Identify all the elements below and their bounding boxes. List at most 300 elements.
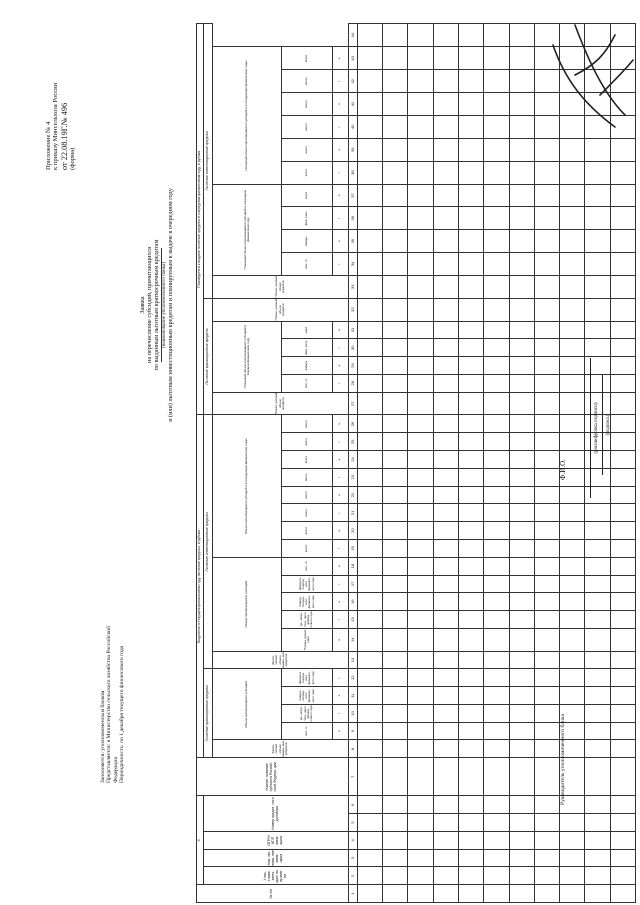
table-cell <box>610 392 635 415</box>
table-cell <box>534 275 559 298</box>
table-cell <box>433 138 458 161</box>
table-cell <box>534 230 559 253</box>
column-number: 1 <box>348 885 357 903</box>
table-cell <box>383 651 408 669</box>
table-cell <box>509 275 534 298</box>
table-cell <box>408 24 433 47</box>
table-cell <box>534 611 559 629</box>
table-cell <box>509 504 534 522</box>
column-number: 29 <box>348 357 357 375</box>
table-cell <box>433 415 458 433</box>
table-cell <box>408 321 433 339</box>
table-cell <box>509 831 534 849</box>
table-cell <box>383 831 408 849</box>
table-cell <box>610 504 635 522</box>
table-cell <box>383 722 408 740</box>
column-number: 27 <box>348 392 357 415</box>
sub-header-cell: февраль очеред- ного финансо- вого года <box>282 669 333 687</box>
table-cell <box>383 339 408 357</box>
table-cell <box>433 298 458 321</box>
table-cell <box>383 758 408 796</box>
table-cell <box>509 486 534 504</box>
table-cell <box>534 298 559 321</box>
table-cell <box>534 687 559 705</box>
table-cell <box>484 70 509 93</box>
table-cell <box>433 93 458 116</box>
table-cell <box>509 451 534 469</box>
table-row <box>408 24 433 903</box>
table-cell <box>585 628 610 651</box>
table-cell <box>484 138 509 161</box>
table-cell <box>560 415 585 433</box>
table-cell <box>534 867 559 885</box>
table-cell <box>610 253 635 276</box>
header-group-short-2: Льготные краткосрочные кредиты <box>203 298 212 415</box>
table-cell <box>383 275 408 298</box>
table-cell <box>484 669 509 687</box>
table-cell <box>383 740 408 758</box>
table-cell <box>509 611 534 629</box>
table-cell <box>383 468 408 486</box>
table-cell <box>585 184 610 207</box>
table-cell <box>610 687 635 705</box>
header-group-invest: Льготные инвестиционные кредиты <box>203 415 212 669</box>
table-cell <box>534 207 559 230</box>
table-cell <box>408 138 433 161</box>
table-cell <box>433 849 458 867</box>
table-cell <box>357 796 382 814</box>
column-number: 18 <box>348 557 357 575</box>
table-cell <box>458 849 483 867</box>
column-number: 40 <box>348 116 357 139</box>
table-cell <box>484 275 509 298</box>
table-cell <box>610 339 635 357</box>
table-cell <box>357 704 382 722</box>
table-cell <box>484 722 509 740</box>
table-cell <box>357 230 382 253</box>
table-cell <box>408 116 433 139</box>
sub-header-cell: Преды- дущие годы <box>282 628 333 651</box>
table-cell <box>408 704 433 722</box>
table-cell <box>458 468 483 486</box>
table-cell <box>357 24 382 47</box>
table-cell <box>560 161 585 184</box>
table-cell <box>484 504 509 522</box>
table-cell <box>585 557 610 575</box>
table-cell <box>534 593 559 611</box>
table-cell <box>433 392 458 415</box>
table-cell <box>484 593 509 611</box>
year-cell: а <box>332 321 348 339</box>
table-cell <box>534 468 559 486</box>
table-cell <box>458 230 483 253</box>
table-cell <box>408 70 433 93</box>
table-cell <box>408 230 433 253</box>
appendix-line-1: Приложение № 4 <box>45 121 52 170</box>
table-cell <box>433 47 458 70</box>
table-cell <box>534 253 559 276</box>
table-cell <box>357 339 382 357</box>
table-cell <box>408 593 433 611</box>
table-cell <box>357 451 382 469</box>
year-cell: г. <box>332 504 348 522</box>
column-number: 44 <box>348 24 357 47</box>
table-cell <box>408 298 433 321</box>
table-cell <box>509 321 534 339</box>
fio-caption: (расшифровка подписи) <box>594 402 599 454</box>
table-cell <box>458 722 483 740</box>
table-row <box>610 24 635 903</box>
table-cell <box>458 486 483 504</box>
table-cell <box>383 357 408 375</box>
year-cell: г. <box>332 611 348 629</box>
table-cell <box>534 504 559 522</box>
table-cell <box>534 539 559 557</box>
table-cell <box>560 392 585 415</box>
table-cell <box>610 230 635 253</box>
table-cell <box>534 184 559 207</box>
table-cell <box>610 867 635 885</box>
table-cell <box>610 831 635 849</box>
table-cell <box>433 253 458 276</box>
table-cell <box>484 184 509 207</box>
column-number: 25 <box>348 433 357 451</box>
table-cell <box>484 522 509 540</box>
table-cell <box>509 593 534 611</box>
table-row <box>433 24 458 903</box>
table-cell <box>509 849 534 867</box>
year-cell: г. <box>332 253 348 276</box>
table-cell <box>357 522 382 540</box>
table-cell <box>357 116 382 139</box>
header-group-short: Льготные краткосрочные кредиты <box>203 669 212 758</box>
table-cell <box>357 486 382 504</box>
table-cell <box>433 814 458 832</box>
table-cell <box>357 504 382 522</box>
year-cell: а <box>332 357 348 375</box>
table-cell <box>509 539 534 557</box>
table-cell <box>610 557 635 575</box>
table-cell <box>534 161 559 184</box>
sub-header-cell: де- кабрь теку- щего финан- сового года <box>282 704 333 722</box>
table-cell <box>458 504 483 522</box>
year-cell: г. <box>332 704 348 722</box>
column-number: 13 <box>348 651 357 669</box>
table-cell <box>408 611 433 629</box>
table-cell <box>357 651 382 669</box>
column-number: 16 <box>348 593 357 611</box>
table-row <box>357 24 382 903</box>
year-cell: а <box>332 47 348 70</box>
table-cell <box>484 849 509 867</box>
table-cell <box>610 451 635 469</box>
table-cell <box>433 885 458 903</box>
table-cell <box>585 687 610 705</box>
table-cell <box>357 70 382 93</box>
table-cell <box>408 849 433 867</box>
table-cell <box>534 796 559 814</box>
table-cell <box>509 392 534 415</box>
table-cell <box>383 522 408 540</box>
header-inn: Учас- тники/ заем- щик/ по- лучате- ли <box>203 867 348 885</box>
column-number: 28 <box>348 374 357 392</box>
table-cell <box>383 433 408 451</box>
table-cell <box>433 758 458 796</box>
year-cell: г. <box>332 374 348 392</box>
table-cell <box>560 374 585 392</box>
table-cell <box>433 504 458 522</box>
table-cell <box>458 253 483 276</box>
table-cell <box>560 486 585 504</box>
year-cell: а <box>332 593 348 611</box>
table-cell <box>433 339 458 357</box>
table-cell <box>408 814 433 832</box>
table-cell <box>534 814 559 832</box>
table-cell <box>484 611 509 629</box>
table-cell <box>408 669 433 687</box>
header-subsidy-future: Объем причитающихся субсидий в последующих финансовых годах <box>213 415 282 557</box>
table-cell <box>357 593 382 611</box>
table-cell <box>585 207 610 230</box>
header-plan-volume: Плани- руемый объем кредитов <box>213 392 349 415</box>
table-cell <box>357 867 382 885</box>
table-cell <box>433 611 458 629</box>
table-cell <box>433 161 458 184</box>
table-cell <box>534 651 559 669</box>
column-number: 4 <box>348 831 357 849</box>
table-cell <box>357 357 382 375</box>
table-cell <box>408 184 433 207</box>
table-cell <box>357 758 382 796</box>
sub-header-cell: всего <box>282 504 333 522</box>
signature-line <box>602 375 603 475</box>
column-number: 35 <box>348 230 357 253</box>
table-cell <box>357 298 382 321</box>
table-cell <box>433 704 458 722</box>
header-ogrn: ОГРН/ КПП заем- щика <box>203 831 348 849</box>
column-number: 20 <box>348 522 357 540</box>
table-cell <box>357 885 382 903</box>
table-cell <box>383 867 408 885</box>
table-cell <box>357 138 382 161</box>
sub-header-cell: январь <box>282 230 333 253</box>
header-group-plan: Планируется к выдаче льготные кредиты в очередном финансовом году, в рублях <box>197 24 204 416</box>
table-cell <box>509 24 534 47</box>
header-name: Наи- ме- нова- ние заем- щика <box>203 849 348 867</box>
table-cell <box>484 374 509 392</box>
table-cell <box>458 70 483 93</box>
column-number: 21 <box>348 504 357 522</box>
table-cell <box>610 628 635 651</box>
table-cell <box>509 253 534 276</box>
table-cell <box>560 593 585 611</box>
table-cell <box>357 687 382 705</box>
header-plan-monthly: Плановый объем причитающихся субсидий в текущем финансовом году <box>213 321 282 392</box>
table-cell <box>484 704 509 722</box>
table-cell <box>484 758 509 796</box>
table-cell <box>383 138 408 161</box>
table-cell <box>610 161 635 184</box>
appendix-order-line: от 22.08.19Г.№ 496 <box>59 102 69 170</box>
table-cell <box>484 433 509 451</box>
year-cell: г. <box>332 116 348 139</box>
header-x: Х <box>197 796 204 885</box>
table-cell <box>534 138 559 161</box>
table-cell <box>357 321 382 339</box>
table-cell <box>458 374 483 392</box>
table-cell <box>585 593 610 611</box>
table-cell <box>509 70 534 93</box>
table-cell <box>509 415 534 433</box>
table-cell <box>509 867 534 885</box>
table-cell <box>383 230 408 253</box>
table-cell <box>484 415 509 433</box>
table-cell <box>458 522 483 540</box>
table-cell <box>383 885 408 903</box>
table-cell <box>383 611 408 629</box>
sub-header-cell: всего <box>282 433 333 451</box>
table-cell <box>610 138 635 161</box>
column-number: 37 <box>348 184 357 207</box>
table-cell <box>357 575 382 593</box>
table-cell <box>357 740 382 758</box>
table-cell <box>560 687 585 705</box>
column-number: 5 <box>348 814 357 832</box>
year-cell: а <box>332 138 348 161</box>
table-cell <box>383 374 408 392</box>
column-number: 22 <box>348 486 357 504</box>
table-cell <box>408 575 433 593</box>
column-number: 26 <box>348 415 357 433</box>
table-cell <box>484 867 509 885</box>
table-cell <box>357 415 382 433</box>
table-cell <box>383 539 408 557</box>
table-cell <box>509 374 534 392</box>
table-cell <box>357 47 382 70</box>
table-cell <box>560 184 585 207</box>
table-cell <box>509 138 534 161</box>
table-cell <box>484 357 509 375</box>
application-table <box>196 23 636 903</box>
handwritten-signature-icon <box>545 15 635 135</box>
table-cell <box>433 207 458 230</box>
table-cell <box>585 138 610 161</box>
column-number: 9 <box>348 722 357 740</box>
table-cell <box>484 339 509 357</box>
table-cell <box>484 161 509 184</box>
table-cell <box>383 593 408 611</box>
table-cell <box>357 849 382 867</box>
table-cell <box>509 758 534 796</box>
column-number: 11 <box>348 687 357 705</box>
table-cell <box>433 116 458 139</box>
table-cell <box>458 814 483 832</box>
table-cell <box>458 298 483 321</box>
table-cell <box>458 138 483 161</box>
title-line-3: по выданным льготным краткосрочным кредитам <box>152 239 160 371</box>
table-cell <box>433 24 458 47</box>
table-cell <box>433 230 458 253</box>
year-cell: г. <box>332 539 348 557</box>
table-cell <box>484 651 509 669</box>
table-cell <box>433 184 458 207</box>
table-cell <box>509 575 534 593</box>
table-cell <box>610 885 635 903</box>
table-cell <box>534 885 559 903</box>
table-cell <box>383 93 408 116</box>
table-cell <box>509 669 534 687</box>
table-cell <box>433 796 458 814</box>
sub-header-cell: январь <box>282 357 333 375</box>
table-cell <box>458 451 483 469</box>
header-fact-volume: Факти- ческий объем выдан- ных кредитов <box>213 740 349 758</box>
table-cell <box>408 93 433 116</box>
table-cell <box>560 831 585 849</box>
table-cell <box>509 628 534 651</box>
table-cell <box>560 669 585 687</box>
table-cell <box>585 504 610 522</box>
table-cell <box>509 93 534 116</box>
table-cell <box>383 47 408 70</box>
table-cell <box>560 339 585 357</box>
table-cell <box>458 831 483 849</box>
table-cell <box>610 849 635 867</box>
table-cell <box>383 321 408 339</box>
notes-line-3: Федерации <box>112 756 119 783</box>
table-cell <box>484 321 509 339</box>
table-cell <box>408 357 433 375</box>
table-cell <box>383 415 408 433</box>
sub-header-cell: всего <box>282 468 333 486</box>
table-cell <box>458 433 483 451</box>
table-cell <box>560 885 585 903</box>
table-cell <box>433 669 458 687</box>
table-cell <box>484 885 509 903</box>
column-number: 24 <box>348 451 357 469</box>
sub-header-cell: февраль очеред- ного финансо- вого года <box>282 575 333 593</box>
table-cell <box>408 275 433 298</box>
table-cell <box>509 339 534 357</box>
table-cell <box>560 539 585 557</box>
table-cell <box>383 486 408 504</box>
column-number: 19 <box>348 539 357 557</box>
table-cell <box>408 722 433 740</box>
table-row <box>534 24 559 903</box>
header-dogovor: Номер кредит- ного договора <box>203 796 348 832</box>
table-cell <box>383 24 408 47</box>
table-cell <box>509 468 534 486</box>
table-cell <box>610 415 635 433</box>
table-cell <box>383 298 408 321</box>
table-cell <box>484 47 509 70</box>
header-no: № п/п <box>197 885 349 903</box>
sub-header-cell: все- го <box>282 722 333 740</box>
table-cell <box>509 814 534 832</box>
year-cell: г. <box>332 70 348 93</box>
table-cell <box>610 357 635 375</box>
table-cell <box>534 357 559 375</box>
column-number: 3 <box>348 849 357 867</box>
table-cell <box>433 451 458 469</box>
column-number: 41 <box>348 93 357 116</box>
table-cell <box>433 722 458 740</box>
table-cell <box>534 392 559 415</box>
table-cell <box>484 468 509 486</box>
appendix-header <box>45 83 76 170</box>
year-cell: а <box>332 628 348 651</box>
table-cell <box>408 504 433 522</box>
table-cell <box>585 611 610 629</box>
